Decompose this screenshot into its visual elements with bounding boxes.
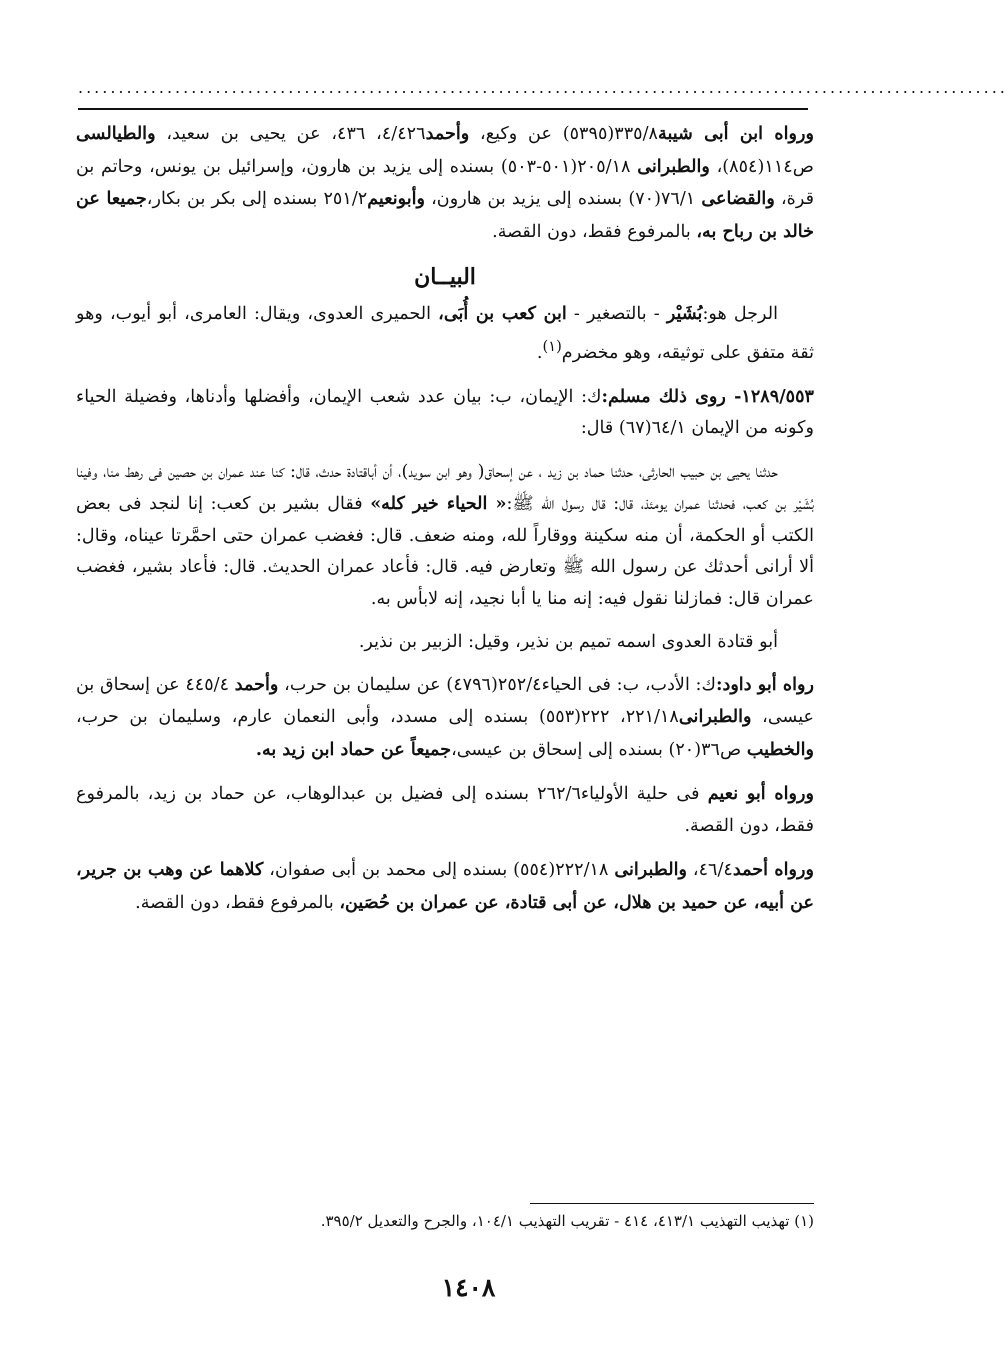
body-text — [76, 118, 814, 919]
citation-text: بالمرفوع فقط، دون القصة. — [492, 221, 697, 242]
paragraph-note: أبو قتادة العدوى اسمه تميم بن نذير، وقيل: الزبير بن نذير. — [358, 632, 778, 653]
source-name: ورواه أحمد — [732, 859, 815, 881]
source-name: رواه أبو داود: — [715, 673, 814, 695]
source-name: ورواه ابن أبى شيبة — [658, 123, 814, 144]
source-name: والطيالسى — [76, 123, 156, 144]
chain-summary: جميعاً عن حماد ابن زيد به. — [255, 738, 452, 760]
chain-summary: جميعا عن خالد بن رباح به، — [76, 188, 814, 242]
paragraph-takhrij-1 — [76, 118, 814, 248]
paragraph-takhrij-4: ورواه أحمد٤٦/٤، والطبرانى ٢٢٢/١٨(٥٥٤) بسنده إلى محمد بن أبى صفوان، كلاهما عن وهب بن جرير، عن أبيه، عن حميد بن هلال، عن أبى قتادة، عن عمران بن حُصَين، بالمرفوع فقط، دون القصة. — [76, 859, 815, 913]
source-name: والطبرانى — [678, 706, 752, 728]
citation-text: ٣٣٥/٨(٥٣٩٥) عن وكيع، — [469, 124, 659, 144]
chapter-ref: ك: الإيمان، ب: بيان عدد شعب الإيمان، وأفضلها وأدناها، وفضيلة الحياء وكونه من الإيمان ٦٤/١(٦٧) قال: — [76, 386, 814, 439]
prophetic-quote: « الحياء خير كله» — [370, 493, 507, 515]
citation-text: ٢٠٥/١٨(٥٠١-٥٠٣) بسنده إلى يزيد بن هارون، وإسرائيل بن يونس، وحاتم بن قرة، — [76, 156, 814, 209]
narrator-lineage: ابن كعب بن أُبَى، — [438, 303, 567, 324]
source-name: والطبرانى — [614, 859, 687, 881]
header-rule — [78, 108, 808, 110]
paragraph-narrator: الرجل هو:بُشَيْر - بالتصغير - ابن كعب بن أُبَى، الحميرى العدوى، ويقال: العامرى، أبو أيوب، وهو ثقة متفق على توثيقه، وهو مخضرم$^{(١)}$. — [76, 303, 814, 363]
citation-text: ص١١٤(٨٥٤)، — [709, 156, 815, 177]
source-name: والطبرانى — [637, 155, 710, 177]
citation-text: ٢٥١/٢ بسنده إلى بكر بن بكار، — [146, 189, 368, 209]
paragraph-takhrij-2: رواه أبو داود:ك: الأدب، ب: فى الحياء٢٥٢/٤(٤٧٩٦) عن سليمان بن حرب، وأحمد ٤٤٥/٤ عن إسحاق بن عيسى، والطبرانى٢٢١/١٨، ٢٢٢(٥٥٣) بسنده إلى مسدد، وأبى النعمان عارم، وسليمان بن حرب، والخطيب ص٣٦(٢٠) بسنده إلى إسحاق بن عيسى،جميعاً عن حماد ابن زيد به. — [76, 673, 815, 760]
source-name: وأبونعيم — [367, 188, 425, 209]
source-name: والخطيب — [746, 738, 814, 760]
section-heading: البيــان — [414, 264, 476, 290]
source-name: والقضاعى — [701, 188, 775, 209]
paragraph-hadith-ref — [76, 381, 814, 445]
dotted-separator: ................................................................................................................... — [78, 78, 1008, 97]
narrator-name: بُشَيْر — [666, 303, 703, 324]
footnote-rule — [530, 1203, 814, 1204]
chain-summary: كلاهما عن وهب بن جرير، عن أبيه، عن حميد بن هلال، عن أبى قتادة، عن عمران بن حُصَين، — [76, 859, 814, 913]
source-name: وأحمد — [425, 123, 470, 144]
citation-text: ٤/٤٢٦، ٤٣٦، عن يحيى بن سعيد، — [155, 124, 426, 144]
page-number: ١٤٠٨ — [441, 1273, 496, 1302]
paragraph-takhrij-3: ورواه أبو نعيم فى حلية الأولياء٢٦٢/٦ بسنده إلى فضيل بن عبدالوهاب، عن حماد بن زيد، بالمرفوع فقط، دون القصة. — [76, 783, 815, 836]
citation-text: ٧٦/١(٧٠) بسنده إلى يزيد بن هارون، — [424, 189, 702, 209]
source-name: ورواه أبو نعيم — [707, 783, 815, 805]
footnote: (١) تهذيب التهذيب ٤١٣/١، ٤١٤ - تقريب التهذيب ١٠٤/١، والجرح والتعديل ٣٩٥/٢. — [320, 1212, 814, 1230]
source-name: وأحمد — [234, 673, 279, 695]
footnote-ref: (١) — [542, 337, 562, 355]
paragraph-hadith-text: حدثنا يحيى بن حبيب الحارثى، حدثنا حماد بن زيد ، عن إسحاق( وهو ابن سويد)، أن أباقتادة حدث، قال: كنا عند عمران بن حصين فى رهط منا، وفينا بُشَيْر بن كعب، فحدثنا عمران يومئذ، قال: قال رسول الله ﷺ:« الحياء خير كله» فقال بشير بن كعب: إنا لنجد فى بعض الكتب أو الحكمة، أن منه سكينة ووقاراً لله، ومنه ضعف. قال: فغضب عمران حتى احمَّرتا عيناه، وقال: ألا أرانى أحدثك عن رسول الله ﷺ وتعارض فيه. قال: فأعاد عمران الحديث. قال: فأعاد بشير، فغضب عمران قال: فمازلنا نقول فيه: إنه منا يا أبا نجيد، إنه لابأس به. — [76, 461, 814, 609]
hadith-number: ١٢٨٩/٥٥٣- روى ذلك مسلم: — [601, 385, 814, 407]
